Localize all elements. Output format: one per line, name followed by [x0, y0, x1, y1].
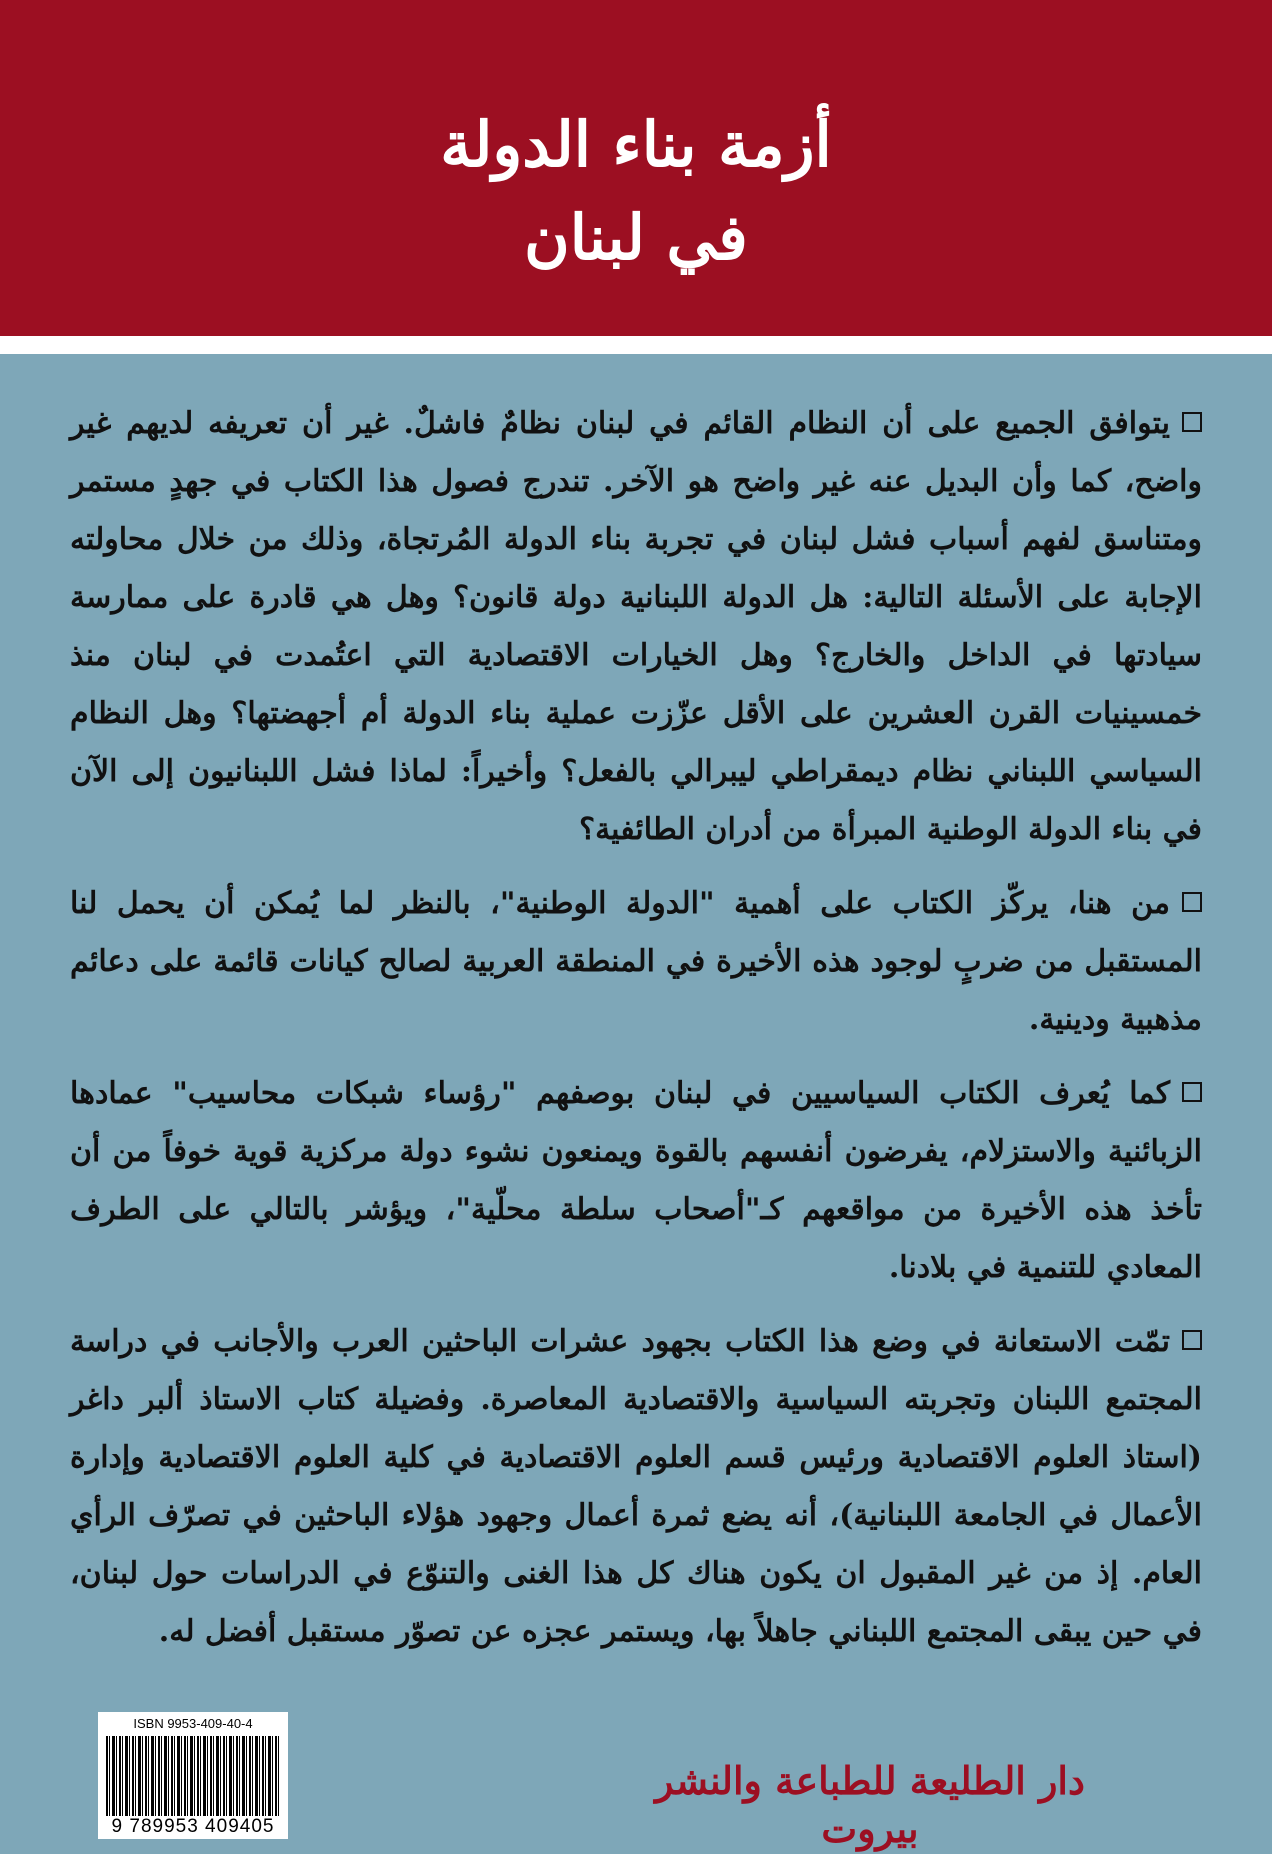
title-band — [0, 0, 1272, 336]
barcode-bars-icon — [106, 1736, 280, 1816]
book-title-line-2: في لبنان — [524, 201, 748, 274]
barcode-digits: 9 789953 409405 — [111, 1816, 275, 1837]
blurb-paragraph-text: يتوافق الجميع على أن النظام القائم في لبنان نظامٌ فاشلٌ. غير أن تعريفه لديهم غير واضح، كما وأن البديل عنه غير واضح هو الآخر. تندرج فصول هذا الكتاب في جهدٍ مستمر ومتناسق لفهم أسباب فشل لبنان في تجربة بناء الدولة المُرتجاة، وذلك من خلال محاولته الإجابة على الأسئلة التالية: هل الدولة اللبنانية دولة قانون؟ وهل هي قادرة على ممارسة سيادتها في الداخل والخارج؟ وهل الخيارات الاقتصادية التي اعتُمدت في لبنان منذ خمسينيات القرن العشرين على الأقل عزّزت عملية بناء الدولة أم أجهضتها؟ وهل النظام السياسي اللبناني نظام ديمقراطي ليبرالي بالفعل؟ وأخيراً: لماذا فشل اللبنانيون إلى الآن في بناء الدولة الوطنية المبرأة من أدران الطائفية؟ — [70, 406, 1202, 847]
blurb-paragraph — [70, 1065, 1202, 1297]
square-box-icon — [1182, 1330, 1202, 1350]
publisher-name: دار الطليعة للطباعة والنشر — [655, 1758, 1085, 1803]
divider-rule — [0, 336, 1272, 354]
blurb-paragraph — [70, 875, 1202, 1049]
isbn-label: ISBN 9953-409-40-4 — [133, 1716, 253, 1731]
square-box-icon — [1182, 892, 1202, 912]
isbn-barcode — [98, 1712, 288, 1839]
blurb-text — [70, 395, 1202, 1677]
blurb-paragraph-text: كما يُعرف الكتاب السياسيين في لبنان بوصفهم "رؤساء شبكات محاسيب" عمادها الزبائنية والاستزلام، يفرضون أنفسهم بالقوة ويمنعون نشوء دولة مركزية قوية خوفاً من أن تأخذ هذه الأخيرة من مواقعهم كـ"أصحاب سلطة محلّية"، ويؤشر بالتالي على الطرف المعادي للتنمية في بلادنا. — [70, 1076, 1202, 1285]
blurb-paragraph — [70, 395, 1202, 859]
square-box-icon — [1182, 412, 1202, 432]
blurb-paragraph — [70, 1313, 1202, 1661]
publisher-city: بيروت — [821, 1806, 919, 1851]
blurb-paragraph-text: تمّت الاستعانة في وضع هذا الكتاب بجهود عشرات الباحثين العرب والأجانب في دراسة المجتمع اللبنان وتجربته السياسية والاقتصادية المعاصرة. وفضيلة كتاب الاستاذ ألبر داغر (استاذ العلوم الاقتصادية ورئيس قسم العلوم الاقتصادية في كلية العلوم الاقتصادية وإدارة الأعمال في الجامعة اللبنانية)، أنه يضع ثمرة أعمال وجهود هؤلاء الباحثين في تصرّف الرأي العام. إذ من غير المقبول ان يكون هناك كل هذا الغنى والتنوّع في الدراسات حول لبنان، في حين يبقى المجتمع اللبناني جاهلاً بها، ويستمر عجزه عن تصوّر مستقبل أفضل له. — [70, 1324, 1202, 1649]
blurb-paragraph-text: من هنا، يركّز الكتاب على أهمية "الدولة الوطنية"، بالنظر لما يُمكن أن يحمل لنا المستقبل من ضربٍ لوجود هذه الأخيرة في المنطقة العربية لصالح كيانات قائمة على دعائم مذهبية ودينية. — [70, 886, 1202, 1037]
square-box-icon — [1182, 1082, 1202, 1102]
book-title-line-1: أزمة بناء الدولة — [440, 108, 832, 181]
